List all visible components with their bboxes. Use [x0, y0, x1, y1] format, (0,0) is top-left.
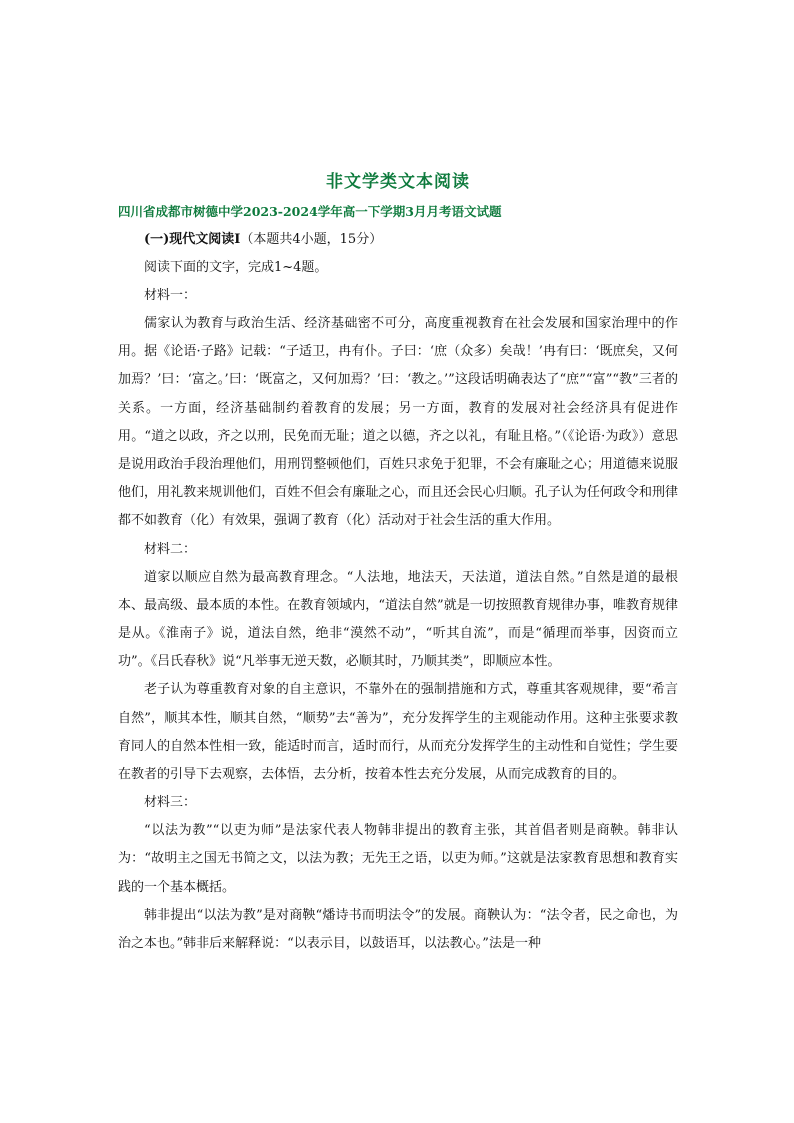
material-2-paragraph-2: 老子认为尊重教育对象的自主意识，不靠外在的强制措施和方式，尊重其客观规律，要“希言自然”，顺其本性，顺其自然，“顺势”去“善为”，充分发挥学生的主观能动作用。这种主张要求教育同人的自然本性相一致，能适时而言，适时而行，从而充分发挥学生的主动性和自觉性；学生要在教者的引导下去观察，去体悟，去分析，按着本性去充分发展，从而完成教育的目的。 — [118, 682, 678, 783]
material-3-paragraph-1: “以法为教”“以吏为师”是法家代表人物韩非提出的教育主张，其首倡者则是商鞅。韩非认为：“故明主之国无书简之文，以法为教；无先王之语，以吏为师。”这就是法家教育思想和教育实践的一个基本概括。 — [118, 823, 678, 895]
section-heading — [118, 226, 678, 254]
material-3-label: 材料三： — [144, 795, 197, 811]
material-2-label: 材料二： — [144, 541, 197, 557]
document-body — [118, 166, 678, 958]
material-1-label: 材料一： — [144, 288, 197, 303]
section-heading-note: （本题共4小题，15分） — [240, 232, 383, 247]
material-3-paragraph-2: 韩非提出“以法为教”是对商鞅“燔诗书而明法令”的发展。商鞅认为：“法令者，民之命也，为治之本也。”韩非后来解释说：“以表示目，以鼓语耳，以法教心。”法是一种 — [118, 907, 678, 952]
material-2-paragraph-1: 道家以顺应自然为最高教育理念。“人法地，地法天，天法道，道法自然。”自然是道的最根本、最高级、最本质的本性。在教育领域内，“道法自然”就是一切按照教育规律办事，唯教育规律是从。《淮南子》说，道法自然，绝非“漠然不动”，“听其自流”，而是“循理而举事，因资而立功”。《吕氏春秋》说“凡举事无逆天数，必顺其时，乃顺其类”，即顺应本性。 — [118, 569, 678, 670]
exam-source: 四川省成都市树德中学2023-2024学年高一下学期3月月考语文试题 — [118, 204, 502, 219]
reading-instruction: 阅读下面的文字，完成1~4题。 — [144, 260, 328, 275]
material-1-paragraph: 儒家认为教育与政治生活、经济基础密不可分，高度重视教育在社会发展和国家治理中的作用。据《论语·子路》记载：“子适卫，冉有仆。子曰：‘庶（众多）矣哉！’冉有曰：‘既庶矣，又何加焉？’曰：‘富之。’曰：‘既富之，又何加焉？’曰：‘教之。’”这段话明确表达了“庶”“富”“教”三者的关系。一方面，经济基础制约着教育的发展；另一方面，教育的发展对社会经济具有促进作用。“道之以政，齐之以刑，民免而无耻；道之以德，齐之以礼，有耻且格。”（《论语·为政》）意思是说用政治手段治理他们，用刑罚整顿他们，百姓只求免于犯罪，不会有廉耻之心；用道德来说服他们，用礼教来规训他们，百姓不但会有廉耻之心，而且还会民心归顺。孔子认为任何政令和刑律都不如教育（化）有效果，强调了教育（化）活动对于社会生活的重大作用。 — [118, 316, 678, 529]
page-title: 非文学类文本阅读 — [326, 172, 470, 192]
section-heading-label: (一)现代文阅读Ⅰ — [144, 232, 241, 247]
